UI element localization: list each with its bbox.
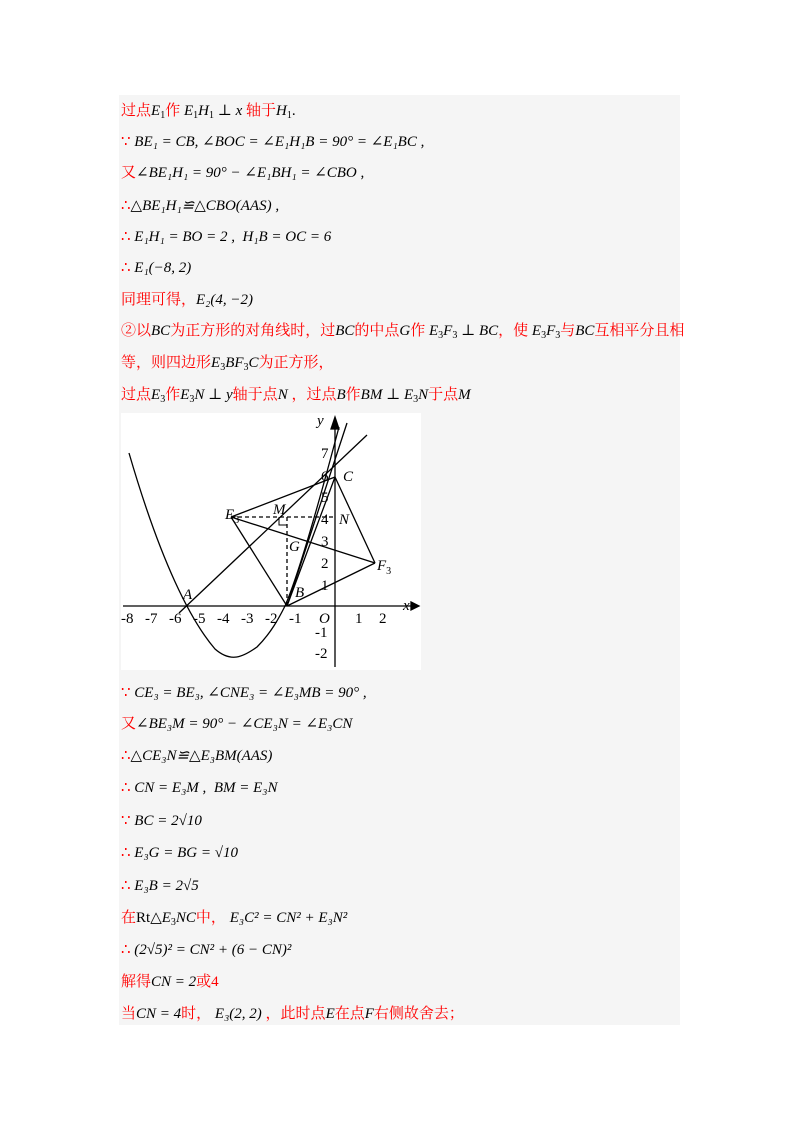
solution-line-14: ∴ CN = E₃M , BM = E₃N (121, 780, 278, 796)
xtick-label: -7 (145, 611, 158, 627)
x-axis-label: x (403, 598, 410, 614)
solution-line-12: 又∠BE₃M = 90° − ∠CE₃N = ∠E₃CN (121, 716, 353, 732)
solution-line-15: ∵ BC = 2√10 (121, 813, 202, 829)
x-axis-arrow (411, 602, 419, 610)
solution-line-8: ②以BC为正方形的对角线时，过BC的中点G作 $E_3F_3$ ⊥ BC，使 $E_3F_3$与BC互相平分且相 (121, 323, 685, 341)
ytick-label: 3 (321, 534, 329, 550)
segment-e3b (231, 517, 287, 606)
origin-label: O (319, 611, 330, 627)
solution-line-18: 在$Rt\triangle E_3NC$中， E₃C² = CN² + E₃N² (121, 910, 348, 928)
xtick-label: -2 (265, 611, 278, 627)
y-axis-label: y (317, 413, 324, 429)
solution-line-4: ∴△BE₁H₁≌△CBO(AAS) , (121, 198, 280, 214)
solution-line-7: 同理可得，E₂(4, −2) (121, 292, 254, 308)
point-a-label: A (183, 587, 193, 603)
ytick-label: 5 (321, 490, 329, 506)
solution-line-9: 等，则四边形$E_3BF_3C$为正方形， (121, 355, 334, 373)
ytick-label: 2 (321, 556, 329, 572)
xtick-label: 1 (355, 611, 363, 627)
solution-line-11: ∵ CE₃ = BE₃, ∠CNE₃ = ∠E₃MB = 90° , (121, 685, 367, 701)
xtick-label: -8 (121, 611, 134, 627)
line-bc (287, 423, 347, 606)
solution-line-13: ∴△CE₃N≌△E₃BM(AAS) (121, 748, 273, 764)
ytick-label: -2 (315, 646, 328, 662)
xtick-label: -1 (289, 611, 302, 627)
xtick-label: -5 (193, 611, 206, 627)
solution-line-1: 过点$E_1$作 $E_1H_1$ ⊥ x 轴于$H_1$. (121, 103, 296, 121)
ytick-label: 6 (321, 469, 329, 485)
point-c-label: C (343, 469, 354, 485)
xtick-label: 2 (379, 611, 387, 627)
solution-line-5: ∴ E₁H₁ = BO = 2 , H₁B = OC = 6 (121, 229, 332, 245)
solution-line-17: ∴ E₃B = 2√5 (121, 878, 199, 894)
ytick-label: -1 (315, 625, 328, 641)
solution-line-2: ∵ BE₁ = CB, ∠BOC = ∠E₁H₁B = 90° = ∠E₁BC , (121, 134, 425, 150)
point-n-label: N (339, 512, 350, 528)
solution-line-20: 解得CN = 2或4 (121, 974, 219, 990)
coordinate-figure (121, 413, 421, 670)
y-axis-arrow (331, 417, 339, 429)
solution-line-10: 过点$E_3$作$E_3N$ ⊥ y轴于点N ，过点B作BM ⊥ $E_3N$于点M (121, 387, 471, 405)
point-m-label: M (273, 502, 286, 518)
solution-line-3: 又∠BE₁H₁ = 90° − ∠E₁BH₁ = ∠CBO , (121, 165, 365, 181)
solution-line-6: ∴ E₁(−8, 2) (121, 260, 192, 276)
solution-line-21: 当CN = 4时， E₃(2, 2) ，此时点E在点F右侧故舍去； (121, 1006, 464, 1022)
solution-line-19: ∴ (2√5)² = CN² + (6 − CN)² (121, 942, 292, 958)
point-f3-label: $F_3$ (377, 558, 392, 577)
point-e3-label: $E_3$ (225, 507, 240, 526)
ytick-label: 7 (321, 446, 329, 462)
xtick-label: -6 (169, 611, 182, 627)
right-angle-mark (279, 517, 287, 525)
solution-line-16: ∴ E₃G = BG = √10 (121, 845, 238, 861)
ytick-label: 1 (321, 578, 329, 594)
xtick-label: -4 (217, 611, 230, 627)
point-g-label: G (289, 539, 300, 555)
ytick-label: 4 (321, 512, 329, 528)
point-b-label: B (295, 585, 305, 601)
xtick-label: -3 (241, 611, 254, 627)
